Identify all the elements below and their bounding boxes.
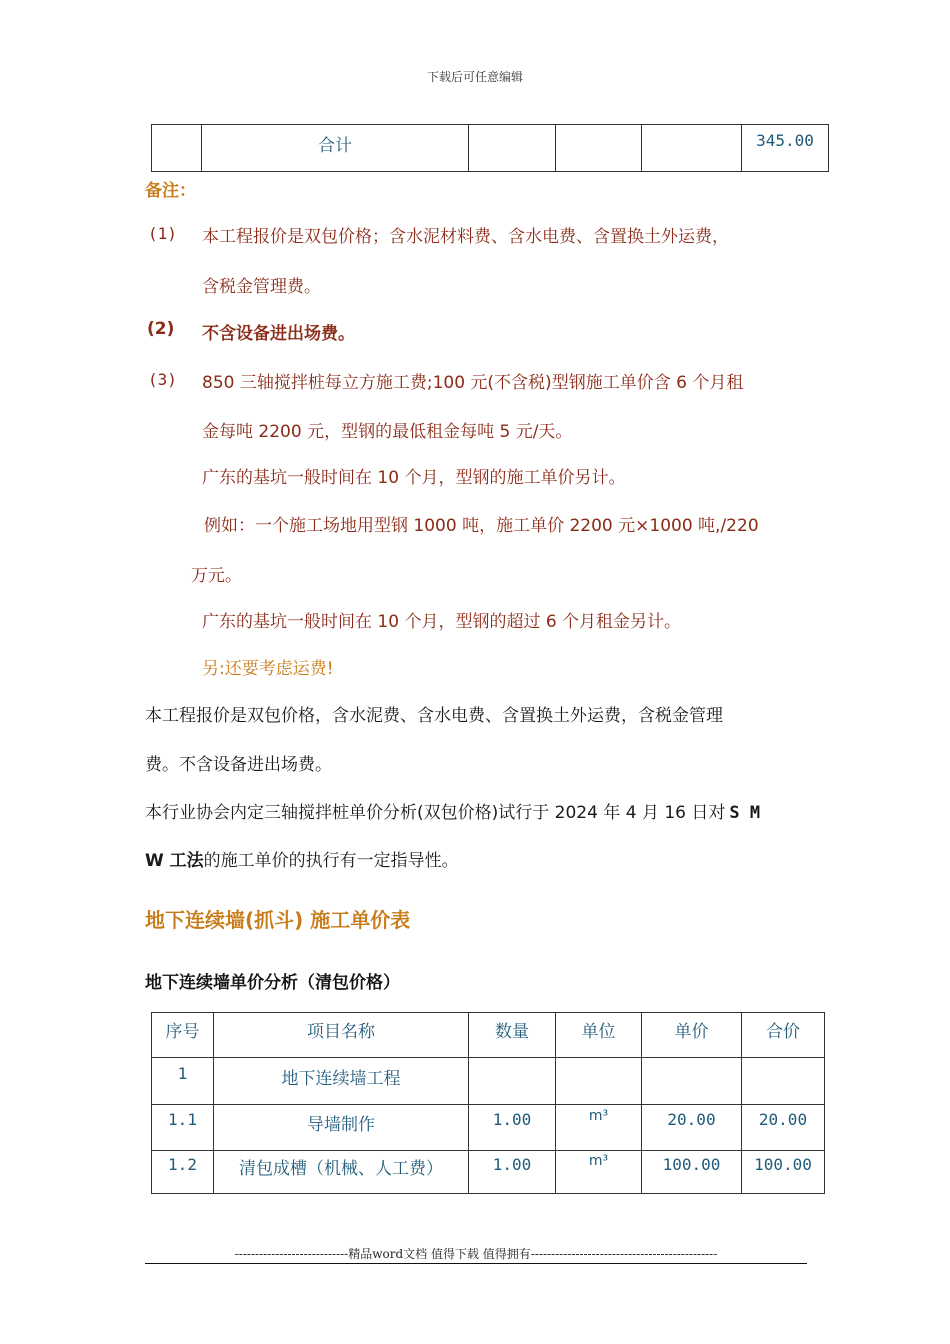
table-row [152,1058,825,1105]
note-2-marker: (2) [147,319,175,339]
note-3-line-3: 广东的基坑一般时间在 10 个月，型钢的施工单价另计。 [202,468,626,488]
note-3-line-4: 例如：一个施工场地用型钢 1000 吨，施工单价 2200 元×1000 吨,/220 [204,516,759,536]
table-cell: m³ [556,1105,642,1151]
body-paragraph-2-text: 本行业协会内定三轴搅拌桩单价分析(双包价格)试行于 2024 年 4 月 16 日对 [145,803,726,823]
note-2-line-1: 不含设备进出场费。 [202,324,355,344]
table-cell: 1.1 [152,1105,214,1151]
column-header: 序号 [152,1013,214,1058]
table-cell: 20.00 [642,1105,742,1151]
note-3-line-7: 另:还要考虑运费! [202,659,334,679]
page-footer: ----------------------------精品word文档 值得下载 值得拥有---------------------------------------------- [234,1247,718,1261]
table-row [152,1151,825,1194]
table-cell: 1 [152,1058,214,1105]
body-paragraph-2-line-1 [145,798,760,823]
table-row [152,125,829,172]
table-row [152,1105,825,1151]
table-cell: 20.00 [742,1105,825,1151]
note-1-line-1: 本工程报价是双包价格；含水泥材料费、含水电费、含置换土外运费， [202,227,729,247]
column-header: 单价 [642,1013,742,1058]
body-paragraph-2-sm: S M [729,803,761,823]
table-cell [469,1058,556,1105]
table-cell: 100.00 [642,1151,742,1194]
table-cell: 1.2 [152,1151,214,1194]
body-paragraph-1-line-1: 本工程报价是双包价格，含水泥费、含水电费、含置换土外运费，含税金管理 [145,706,723,726]
column-header: 数量 [469,1013,556,1058]
note-1-marker: (1) [148,224,177,243]
table-cell [742,1058,825,1105]
footer-divider [145,1263,807,1264]
note-3-line-1: 850 三轴搅拌桩每立方施工费;100 元(不含税)型钢施工单价含 6 个月租 [202,373,744,393]
table-cell: 导墙制作 [214,1105,469,1151]
table-cell: 1.00 [469,1151,556,1194]
body-paragraph-2-rest: 的施工单价的执行有一定指导性。 [203,851,459,871]
note-3-line-6: 广东的基坑一般时间在 10 个月，型钢的超过 6 个月租金另计。 [202,612,682,632]
table-cell: 1.00 [469,1105,556,1151]
table-cell: m³ [556,1151,642,1194]
table-header-row [152,1013,825,1058]
table-cell: 100.00 [742,1151,825,1194]
note-3-line-2: 金每吨 2200 元，型钢的最低租金每吨 5 元/天。 [202,422,573,442]
table-cell [556,1058,642,1105]
section-title: 地下连续墙(抓斗) 施工单价表 [145,908,411,932]
notes-heading: 备注： [145,181,196,201]
column-header: 合价 [742,1013,825,1058]
total-value: 345.00 [742,125,829,172]
note-3-marker: (3) [148,370,177,389]
page-header: 下载后可任意编辑 [426,70,523,84]
body-paragraph-2-line-2 [145,846,459,871]
section-subtitle: 地下连续墙单价分析（清包价格） [145,973,400,993]
table-cell [642,1058,742,1105]
body-paragraph-2-w: W 工法 [145,851,204,871]
note-1-line-2: 含税金管理费。 [202,277,321,297]
total-label: 合计 [202,125,469,172]
body-paragraph-1-line-2: 费。不含设备进出场费。 [145,755,332,775]
unit-price-table [151,1012,825,1194]
total-table [151,124,829,172]
table-cell: 地下连续墙工程 [214,1058,469,1105]
column-header: 单位 [556,1013,642,1058]
table-cell: 清包成槽（机械、人工费） [214,1151,469,1194]
column-header: 项目名称 [214,1013,469,1058]
note-3-line-5: 万元。 [191,566,242,586]
